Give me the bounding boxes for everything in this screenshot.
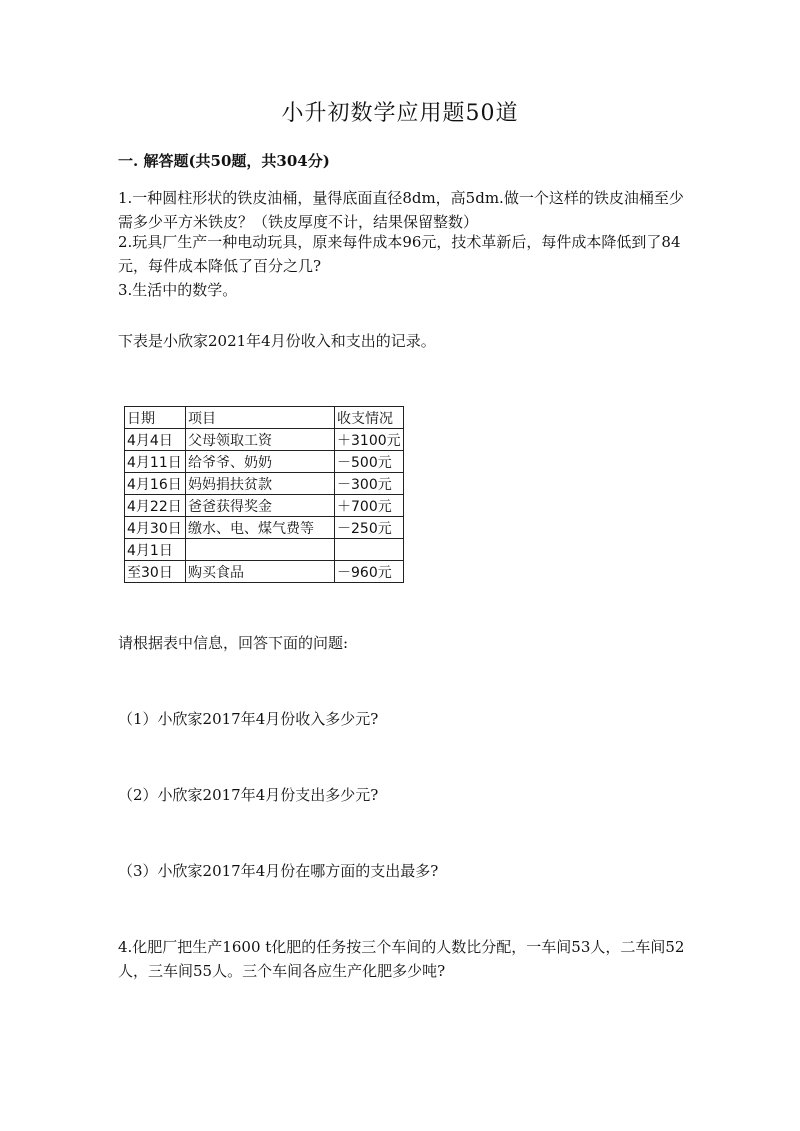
table-cell-amount: －500元 xyxy=(335,451,404,473)
table-row xyxy=(125,539,404,561)
page-title: 小升初数学应用题50道 xyxy=(281,101,519,126)
table-cell-item: 父母领取工资 xyxy=(186,429,335,451)
table-row xyxy=(125,473,404,495)
table-cell-item: 缴水、电、煤气费等 xyxy=(186,517,335,539)
table-cell-amount: ＋3100元 xyxy=(335,429,404,451)
table-header-amount: 收支情况 xyxy=(335,407,404,429)
table-header-row xyxy=(125,407,404,429)
section-heading: 一. 解答题(共50题，共304分) xyxy=(118,152,330,170)
problem-3-intro: 下表是小欣家2021年4月份收入和支出的记录。 xyxy=(118,332,436,350)
table-cell-amount: －960元 xyxy=(335,561,404,583)
table-row xyxy=(125,495,404,517)
problem-3-question-3: （3）小欣家2017年4月份在哪方面的支出最多? xyxy=(118,862,439,880)
income-expense-table xyxy=(124,406,404,583)
table-cell-item: 给爷爷、奶奶 xyxy=(186,451,335,473)
table-cell-date: 4月30日 xyxy=(125,517,186,539)
problem-3-question-2: （2）小欣家2017年4月份支出多少元? xyxy=(118,786,379,804)
table-row xyxy=(125,561,404,583)
problem-1: 1.一种圆柱形状的铁皮油桶，量得底面直径8dm，高5dm.做一个这样的铁皮油桶至少需多少平方米铁皮？（铁皮厚度不计，结果保留整数） xyxy=(118,189,684,231)
table-cell-item: 妈妈捐扶贫款 xyxy=(186,473,335,495)
table-cell-date: 4月11日 xyxy=(125,451,186,473)
table-header-item: 项目 xyxy=(186,407,335,429)
table-cell-amount: －250元 xyxy=(335,517,404,539)
table-cell-date: 4月22日 xyxy=(125,495,186,517)
table-cell-date: 4月16日 xyxy=(125,473,186,495)
table-row xyxy=(125,451,404,473)
problem-4: 4.化肥厂把生产1600 t化肥的任务按三个车间的人数比分配，一车间53人，二车间52人，三车间55人。三个车间各应生产化肥多少吨? xyxy=(118,938,685,980)
table-cell-date: 4月1日 xyxy=(125,539,186,561)
table-cell-amount xyxy=(335,539,404,561)
problem-3: 3.生活中的数学。 xyxy=(118,281,238,299)
table-cell-item xyxy=(186,539,335,561)
table-row xyxy=(125,429,404,451)
table-cell-item: 购买食品 xyxy=(186,561,335,583)
problem-3-question-1: （1）小欣家2017年4月份收入多少元? xyxy=(118,710,379,728)
problem-3-prompt: 请根据表中信息，回答下面的问题: xyxy=(118,634,349,652)
table-row xyxy=(125,517,404,539)
table-cell-date: 至30日 xyxy=(125,561,186,583)
table-cell-item: 爸爸获得奖金 xyxy=(186,495,335,517)
problem-2: 2.玩具厂生产一种电动玩具，原来每件成本96元，技术革新后，每件成本降低到了84元，每件成本降低了百分之几? xyxy=(118,233,681,275)
table-cell-amount: －300元 xyxy=(335,473,404,495)
table-cell-amount: ＋700元 xyxy=(335,495,404,517)
table-header-date: 日期 xyxy=(125,407,186,429)
table-cell-date: 4月4日 xyxy=(125,429,186,451)
